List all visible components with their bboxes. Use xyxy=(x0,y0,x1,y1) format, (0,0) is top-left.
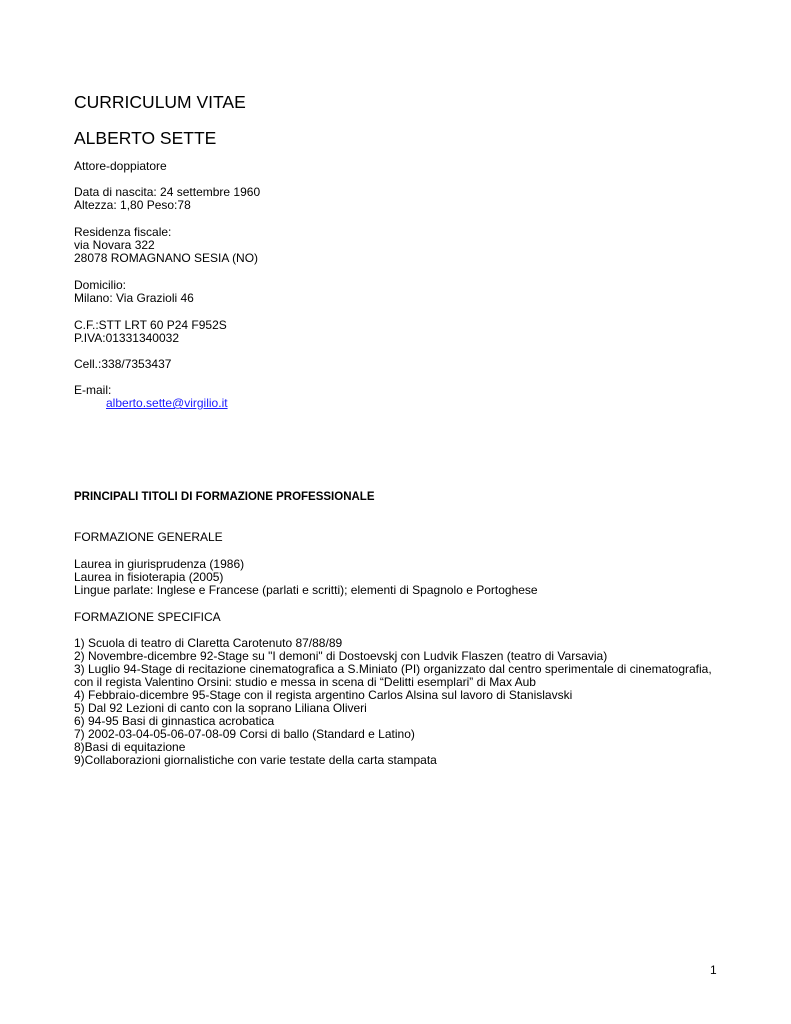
residence-city: 28078 ROMAGNANO SESIA (NO) xyxy=(74,251,259,265)
general-item: Laurea in giurisprudenza (1986) xyxy=(74,557,245,571)
training-heading: PRINCIPALI TITOLI DI FORMAZIONE PROFESSIONALE xyxy=(74,491,375,503)
vat-number: P.IVA:01331340032 xyxy=(74,331,179,345)
document-title: CURRICULUM VITAE xyxy=(74,92,246,112)
specific-item: 9)Collaborazioni giornalistiche con varie testate della carta stampata xyxy=(74,753,437,767)
role: Attore-doppiatore xyxy=(74,159,167,173)
domicile-label: Domicilio: xyxy=(74,278,127,292)
residence-label: Residenza fiscale: xyxy=(74,225,172,239)
specific-item: 8)Basi di equitazione xyxy=(74,740,186,754)
specific-item: 4) Febbraio-dicembre 95-Stage con il regista argentino Carlos Alsina sul lavoro di Stanislavski xyxy=(74,688,573,702)
specific-item: 6) 94-95 Basi di ginnastica acrobatica xyxy=(74,714,275,728)
page-number: 1 xyxy=(710,963,717,977)
birth-date: Data di nascita: 24 settembre 1960 xyxy=(74,185,261,199)
domicile: Milano: Via Grazioli 46 xyxy=(74,291,194,305)
specific-training-heading: FORMAZIONE SPECIFICA xyxy=(74,610,221,624)
height-weight: Altezza: 1,80 Peso:78 xyxy=(74,198,191,212)
general-item: Laurea in fisioterapia (2005) xyxy=(74,570,224,584)
specific-item: 5) Dal 92 Lezioni di canto con la soprano Liliana Oliveri xyxy=(74,701,367,715)
email-link[interactable]: alberto.sette@virgilio.it xyxy=(106,396,228,410)
specific-item: 1) Scuola di teatro di Claretta Carotenuto 87/88/89 xyxy=(74,636,343,650)
specific-item: 2) Novembre-dicembre 92-Stage su "I demoni" di Dostoevskj con Ludvik Flaszen (teatro di Varsavia) xyxy=(74,649,608,663)
fiscal-code: C.F.:STT LRT 60 P24 F952S xyxy=(74,318,227,332)
email-label: E-mail: xyxy=(74,383,112,397)
specific-item: con il regista Valentino Orsini: studio e messa in scena di “Delitti esemplari” di Max Aub xyxy=(74,675,536,689)
residence-street: via Novara 322 xyxy=(74,238,155,252)
general-item: Lingue parlate: Inglese e Francese (parlati e scritti); elementi di Spagnolo e Portoghese xyxy=(74,583,538,597)
person-name: ALBERTO SETTE xyxy=(74,128,217,148)
specific-item: 7) 2002-03-04-05-06-07-08-09 Corsi di ballo (Standard e Latino) xyxy=(74,727,415,741)
specific-item: 3) Luglio 94-Stage di recitazione cinematografica a S.Miniato (PI) organizzato dal centro sperimentale di cinematografia, xyxy=(74,662,712,676)
cell-phone: Cell.:338/7353437 xyxy=(74,357,172,371)
general-training-heading: FORMAZIONE GENERALE xyxy=(74,530,223,544)
